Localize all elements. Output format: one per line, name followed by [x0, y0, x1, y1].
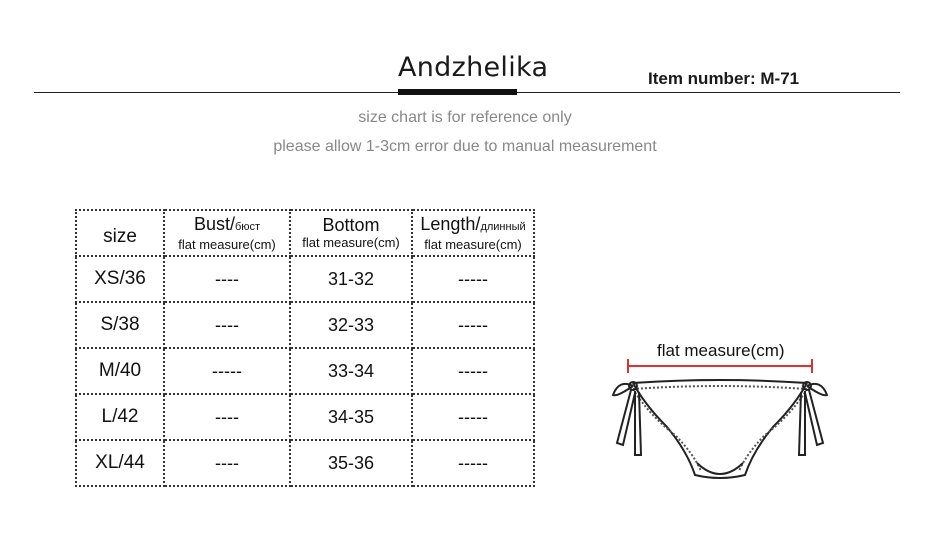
size-cell: M/40: [76, 348, 164, 394]
item-number: Item number: M-71: [648, 69, 800, 88]
table-row: [76, 348, 534, 394]
header-size-label: size: [103, 226, 137, 247]
reference-note: size chart is for reference only: [358, 109, 572, 126]
bust-cell: ----: [164, 302, 290, 348]
measure-label: flat measure(cm): [657, 341, 785, 360]
header-bottom-main: Bottom: [322, 215, 380, 235]
garment-outline: [613, 380, 827, 478]
header-length-ru: длинный: [480, 220, 526, 233]
header-length-sub: flat measure(cm): [424, 236, 522, 252]
brand-title: Andzhelika: [398, 52, 549, 83]
error-note: please allow 1-3cm error due to manual measurement: [273, 138, 657, 155]
size-chart-table: [75, 209, 535, 487]
table-row: [76, 394, 534, 440]
length-cell: -----: [412, 348, 534, 394]
bust-cell: ----: [164, 256, 290, 302]
length-cell: -----: [412, 256, 534, 302]
table-row: [76, 440, 534, 486]
table-row: [76, 256, 534, 302]
header-bust-label: [165, 214, 289, 237]
header-length-main: Length/: [420, 213, 481, 234]
length-cell: -----: [412, 302, 534, 348]
header-length-label: [413, 214, 533, 237]
size-cell: L/42: [76, 394, 164, 440]
header-bust-ru: бюст: [234, 220, 261, 233]
table-row: [76, 302, 534, 348]
bottom-cell: 33-34: [290, 348, 412, 394]
bust-cell: -----: [164, 348, 290, 394]
measure-line: [628, 359, 812, 373]
header-bust: [164, 210, 290, 256]
header-bottom: [290, 210, 412, 256]
size-cell: S/38: [76, 302, 164, 348]
bust-cell: ----: [164, 440, 290, 486]
length-cell: -----: [412, 440, 534, 486]
size-cell: XL/44: [76, 440, 164, 486]
size-cell: XS/36: [76, 256, 164, 302]
table-header-row: [76, 210, 534, 256]
bottom-cell: 31-32: [290, 256, 412, 302]
length-cell: -----: [412, 394, 534, 440]
header-length: [412, 210, 534, 256]
bottom-cell: 32-33: [290, 302, 412, 348]
header-bottom-sub: flat measure(cm): [302, 235, 400, 250]
header-bust-sub: flat measure(cm): [178, 236, 276, 252]
header-divider-accent: [398, 89, 517, 95]
bust-cell: ----: [164, 394, 290, 440]
bikini-bottom-outline-icon: [605, 335, 835, 495]
bottom-cell: 34-35: [290, 394, 412, 440]
header-size: [76, 210, 164, 256]
bottom-cell: 35-36: [290, 440, 412, 486]
header-bust-main: Bust/: [193, 213, 235, 234]
